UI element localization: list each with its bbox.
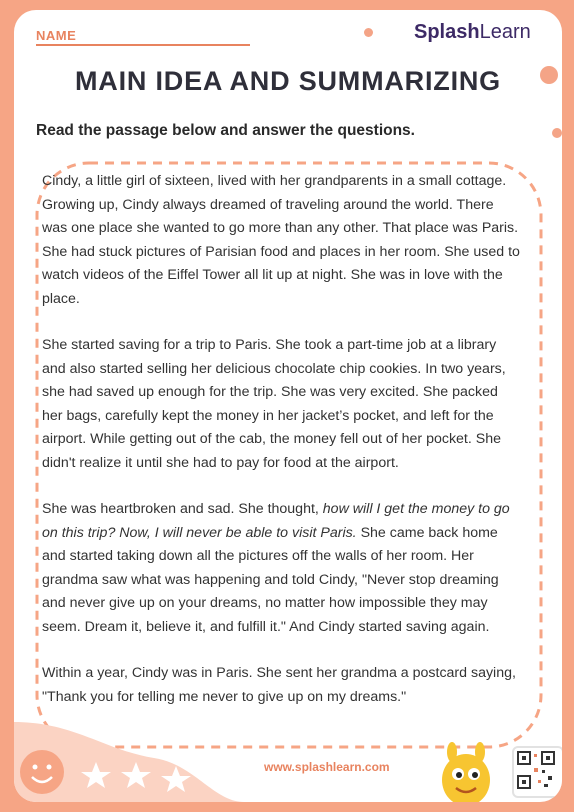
name-line xyxy=(36,44,250,46)
smiley-icon xyxy=(20,750,64,794)
page-title: MAIN IDEA AND SUMMARIZING xyxy=(75,66,501,96)
passage-paragraph-3 xyxy=(42,498,520,639)
decor-dot-right xyxy=(552,128,562,138)
qr-code-icon xyxy=(512,746,562,798)
decor-dot-small xyxy=(364,28,373,37)
instructions: Read the passage below and answer the questions. xyxy=(36,122,415,139)
passage-text xyxy=(42,170,520,732)
passage-paragraph-3-end: She came back home and started taking down all the pictures off the walls of her room. Her grandma saw what was happening and told Cindy, "Never stop dreaming and never give up on your dreams, no matter how impossible they may seem. Dream it, believe it, and fulfill it." And Cindy started saving again. xyxy=(42,524,499,635)
worksheet-sheet xyxy=(14,10,562,802)
brand-logo xyxy=(414,21,531,44)
passage-paragraph-3-start: She was heartbroken and sad. She thought, xyxy=(42,501,323,517)
passage-paragraph-3-thought: how will I get the money to go on this trip? Now, I will never be able to visit Paris. xyxy=(42,501,510,541)
passage-paragraph-4: Within a year, Cindy was in Paris. She sent her grandma a postcard saying, "Thank you for telling me never to give up on my dreams." xyxy=(42,665,516,705)
star-icons xyxy=(81,762,191,792)
brand-logo-light: Learn xyxy=(479,21,531,43)
brand-logo-bold: Splash xyxy=(414,21,480,43)
qr-pattern xyxy=(514,748,558,792)
passage-paragraph-1: Cindy, a little girl of sixteen, lived with her grandparents in a small cottage. Growing up, Cindy always dreamed of traveling around the world. There was one place she wanted to go more than any other. That place was Paris. She had stuck pictures of Parisian food and places in her room. She used to watch videos of the Eiffel Tower all lit up at night. She was in love with the place. xyxy=(42,173,520,307)
name-label: NAME xyxy=(36,28,77,43)
footer-url: www.splashlearn.com xyxy=(264,760,390,774)
mascot-icon xyxy=(442,742,490,802)
passage-paragraph-2: She started saving for a trip to Paris. She took a part-time job at a library and also started selling her delicious chocolate chip cookies. In two years, she had saved up enough for the trip. She was very excited. She packed her bags, carefully kept the money in her jacket’s pocket, and left for the airport. While getting out of the cab, the money fell out of her pocket. She didn't realize it until she had to pay for food at the airport. xyxy=(42,337,506,471)
